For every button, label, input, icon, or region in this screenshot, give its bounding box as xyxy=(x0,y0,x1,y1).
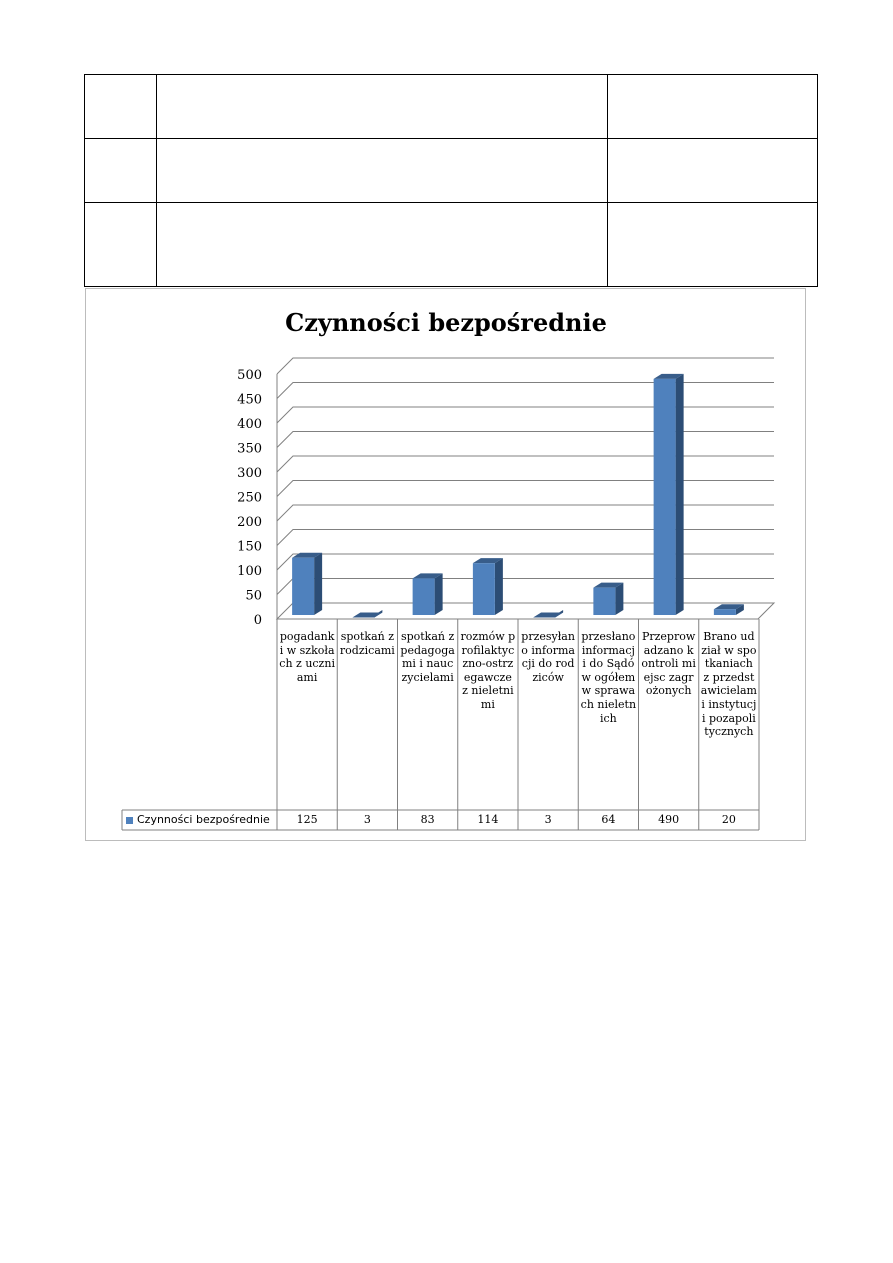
table-cell xyxy=(157,75,608,139)
legend-label: Czynności bezpośrednie xyxy=(137,813,270,826)
gridline xyxy=(277,530,774,546)
table-row xyxy=(85,203,818,287)
table-cell xyxy=(608,203,818,287)
top-table xyxy=(84,74,818,287)
gridline xyxy=(277,579,774,595)
bar-front xyxy=(413,578,435,615)
y-tick-label: 200 xyxy=(237,515,262,530)
value-label: 3 xyxy=(363,813,371,826)
chart-title: Czynności bezpośrednie xyxy=(285,308,607,337)
bar-side xyxy=(495,558,503,615)
gridline xyxy=(277,481,774,497)
y-tick-label: 300 xyxy=(237,466,262,481)
table-cell xyxy=(157,139,608,203)
bar-side xyxy=(615,583,623,615)
bar-front xyxy=(593,588,615,615)
chart-frame xyxy=(85,288,806,841)
bar-side xyxy=(676,374,684,615)
category-label: przesłano informacji do Sądów ogółem w sprawach nieletnich xyxy=(580,630,637,725)
y-tick-label: 250 xyxy=(237,490,262,506)
y-tick-label: 400 xyxy=(237,417,262,432)
value-label: 3 xyxy=(544,813,552,826)
y-tick-label: 450 xyxy=(237,392,262,408)
category-label: spotkań z rodzicami xyxy=(339,630,395,657)
y-tick-label: 50 xyxy=(245,588,262,604)
category-label: rozmów profilaktyczno-ostrzegawcze z nieletnimi xyxy=(460,630,516,711)
bar xyxy=(593,583,623,615)
y-axis-ticks xyxy=(237,368,262,628)
value-label: 83 xyxy=(420,813,435,826)
gridlines xyxy=(277,358,774,619)
gridline xyxy=(277,358,774,374)
value-label: 20 xyxy=(721,813,736,826)
bar xyxy=(654,374,684,615)
table-cell xyxy=(85,75,157,139)
category-label: pogadanki w szkołach z uczniami xyxy=(279,630,335,684)
value-label: 114 xyxy=(477,813,499,826)
legend-swatch-icon xyxy=(126,817,133,824)
gridline xyxy=(277,383,774,399)
table-cell xyxy=(608,139,818,203)
gridline xyxy=(277,456,774,472)
gridline xyxy=(277,432,774,448)
y-tick-label: 0 xyxy=(253,613,262,628)
table-cell xyxy=(85,203,157,287)
table-cell xyxy=(608,75,818,139)
bar-side xyxy=(435,573,443,615)
chart-floor xyxy=(277,603,774,619)
y-tick-label: 350 xyxy=(237,441,262,457)
table-row xyxy=(85,75,818,139)
bar-front xyxy=(292,558,314,615)
bar xyxy=(473,558,503,615)
bar-front xyxy=(714,609,736,615)
category-label: Brano udział w spotkaniach z przedstawicielami instytucji pozapolitycznych xyxy=(700,630,757,739)
y-tick-label: 100 xyxy=(237,564,262,579)
bar xyxy=(413,573,443,615)
value-label: 125 xyxy=(296,813,318,826)
gridline xyxy=(277,407,774,423)
value-label: 490 xyxy=(658,813,680,826)
legend-entry xyxy=(122,810,270,830)
value-label: 64 xyxy=(601,813,616,826)
table-cell xyxy=(85,139,157,203)
category-label: spotkań z pedagogami i nauczycielami xyxy=(400,630,455,684)
bar-front xyxy=(654,379,676,615)
bar-side xyxy=(314,553,322,615)
bar-front xyxy=(473,563,495,615)
y-tick-label: 500 xyxy=(237,368,262,383)
y-tick-label: 150 xyxy=(237,539,262,555)
category-label: przesyłano informacji do rodziców xyxy=(521,630,575,684)
gridline xyxy=(277,505,774,521)
table-cell xyxy=(157,203,608,287)
category-label: Przeprowadzano kontroli miejsc zagrożonych xyxy=(641,630,696,698)
bars xyxy=(292,374,744,618)
bar xyxy=(292,553,322,615)
table-row xyxy=(85,139,818,203)
gridline xyxy=(277,554,774,570)
